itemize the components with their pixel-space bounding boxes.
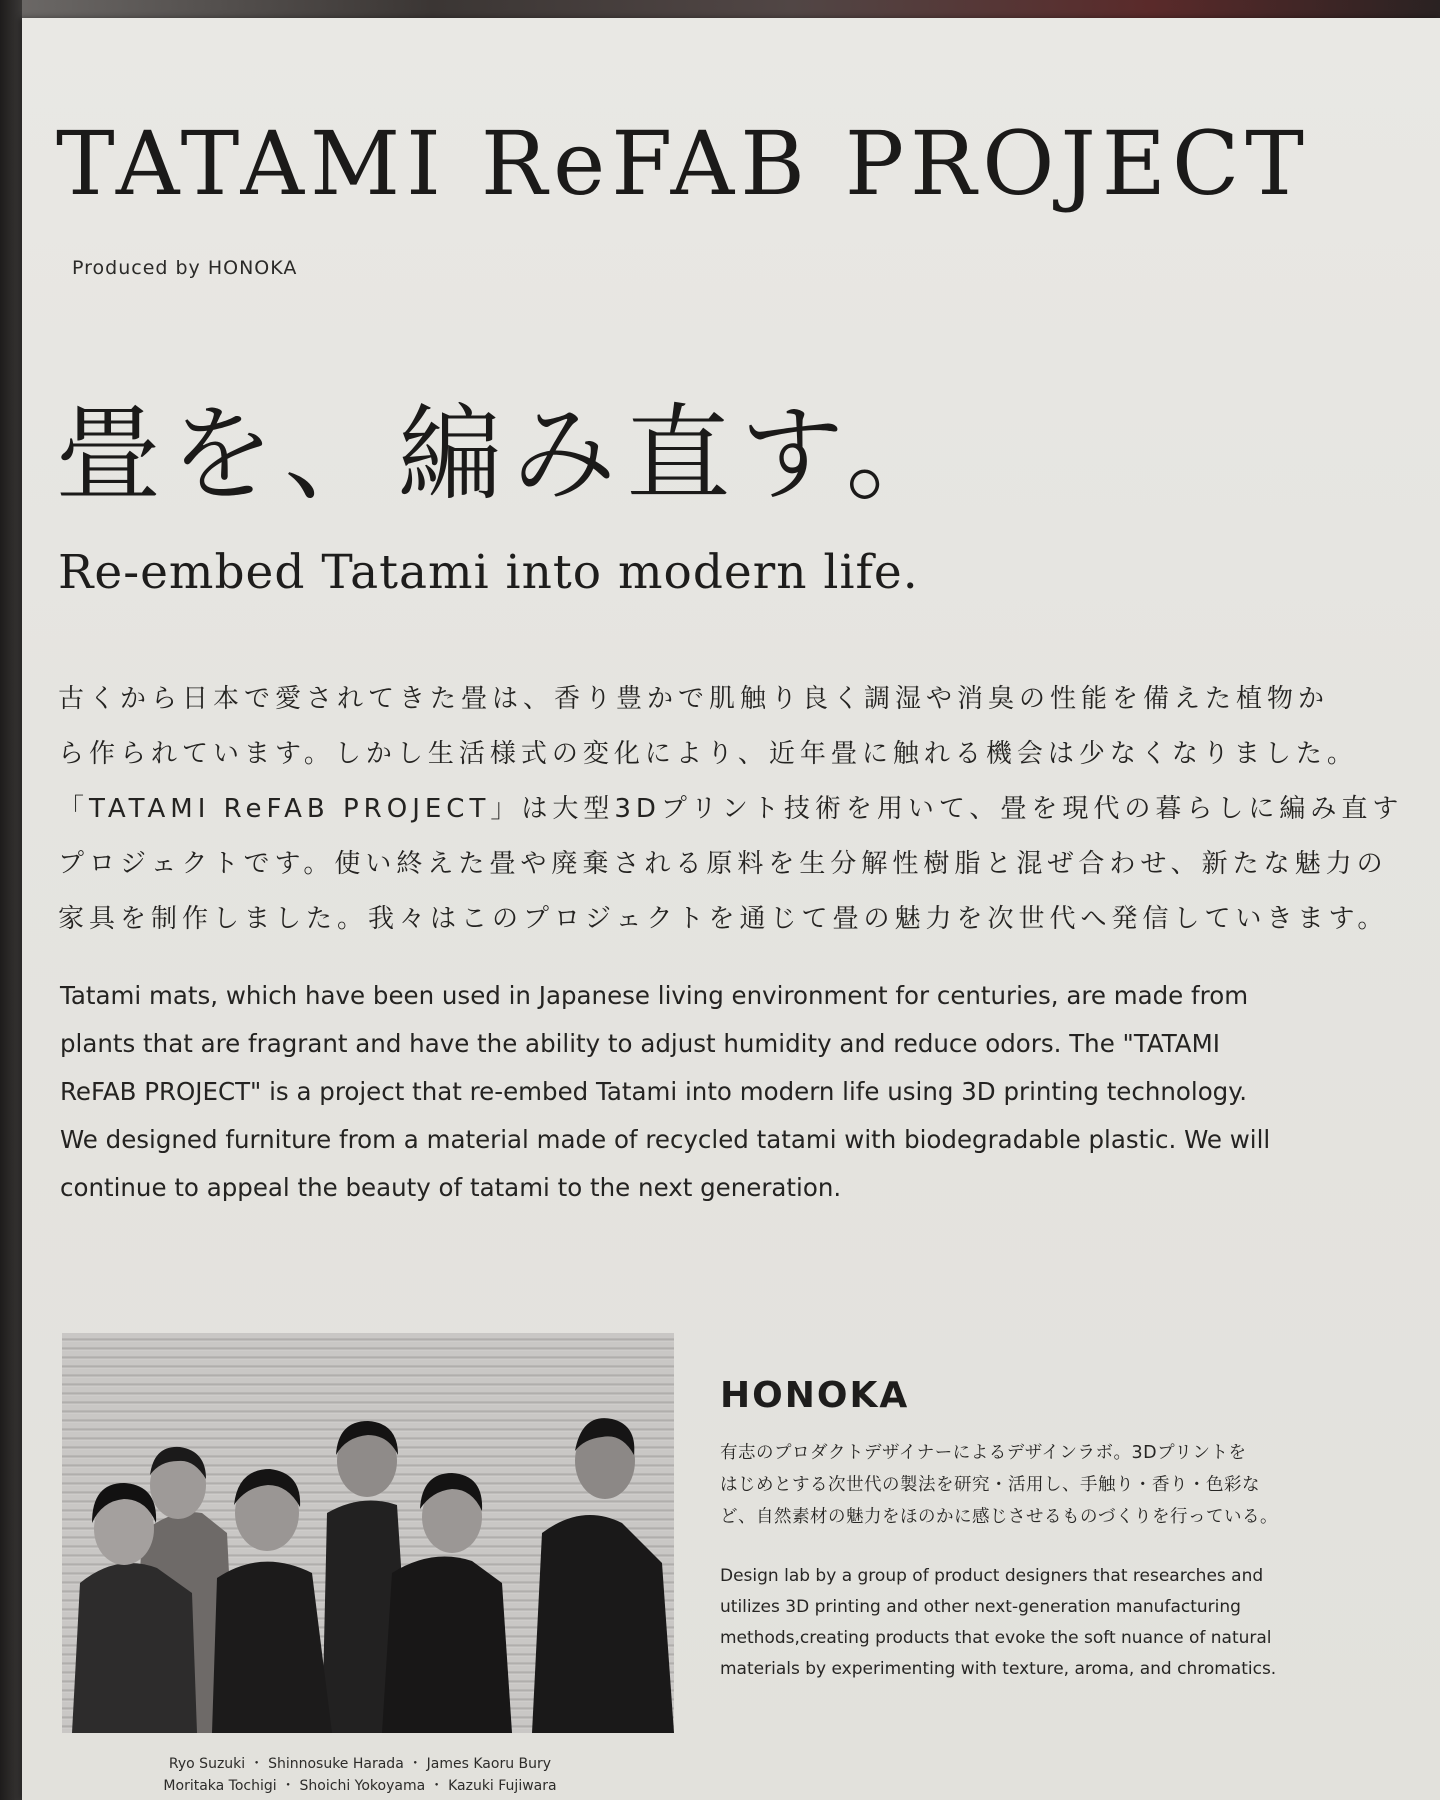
en-body-line: continue to appeal the beauty of tatami to the next generation.: [60, 1173, 842, 1202]
en-body-line: ReFAB PROJECT" is a project that re-embed Tatami into modern life using 3D printing technology.: [60, 1077, 1248, 1106]
org-english-description: [720, 1561, 1370, 1685]
japanese-headline: 畳を、編み直す。: [56, 393, 960, 515]
org-jp-line: はじめとする次世代の製法を研究・活用し、手触り・香り・色彩な: [720, 1475, 1260, 1495]
jp-body-line: 家具を制作しました。我々はこのプロジェクトを通じて畳の魅力を次世代へ発信していきます。: [58, 904, 1389, 934]
team-credits-row-1: Ryo Suzuki ・ Shinnosuke Harada ・ James Kaoru Bury: [168, 1756, 552, 1772]
left-wall-edge: [0, 0, 22, 1800]
org-en-line: materials by experimenting with texture, aroma, and chromatics.: [720, 1659, 1277, 1679]
team-photo-illustration: [62, 1333, 674, 1733]
org-japanese-description: [720, 1437, 1370, 1533]
english-headline: Re-embed Tatami into modern life.: [58, 545, 919, 600]
org-jp-line: 有志のプロダクトデザイナーによるデザインラボ。3Dプリントを: [720, 1443, 1247, 1463]
team-photo: [62, 1333, 674, 1733]
person-figure: [382, 1473, 512, 1733]
org-en-line: methods,creating products that evoke the soft nuance of natural: [720, 1628, 1272, 1648]
en-body-line: We designed furniture from a material made of recycled tatami with biodegradable plastic. We will: [60, 1125, 1271, 1154]
japanese-description: [58, 672, 1404, 947]
jp-body-line: 「TATAMI ReFAB PROJECT」は大型3Dプリント技術を用いて、畳を現代の暮らしに編み直す: [58, 794, 1404, 824]
org-name-heading: HONOKA: [720, 1375, 910, 1416]
project-title: TATAMI ReFAB PROJECT: [56, 112, 1310, 215]
jp-body-line: 古くから日本で愛されてきた畳は、香り豊かで肌触り良く調湿や消臭の性能を備えた植物か: [58, 684, 1330, 714]
org-en-line: utilizes 3D printing and other next-generation manufacturing: [720, 1597, 1241, 1617]
jp-body-line: ら作られています。しかし生活様式の変化により、近年畳に触れる機会は少なくなりました。: [58, 739, 1358, 769]
en-body-line: Tatami mats, which have been used in Japanese living environment for centuries, are made from: [60, 981, 1249, 1010]
person-figure: [212, 1469, 332, 1733]
org-en-line: Design lab by a group of product designers that researches and: [720, 1566, 1264, 1586]
producer-credit: Produced by HONOKA: [72, 257, 298, 279]
en-body-line: plants that are fragrant and have the ability to adjust humidity and reduce odors. The "TATAMI: [60, 1029, 1220, 1058]
person-figure: [532, 1418, 674, 1733]
org-jp-line: ど、自然素材の魅力をほのかに感じさせるものづくりを行っている。: [720, 1507, 1278, 1527]
english-description: [60, 972, 1390, 1212]
team-credits-row-2: Moritaka Tochigi ・ Shoichi Yokoyama ・ Kazuki Fujiwara: [163, 1778, 557, 1794]
jp-body-line: プロジェクトです。使い終えた畳や廃棄される原料を生分解性樹脂と混ぜ合わせ、新たな魅力の: [58, 849, 1388, 879]
